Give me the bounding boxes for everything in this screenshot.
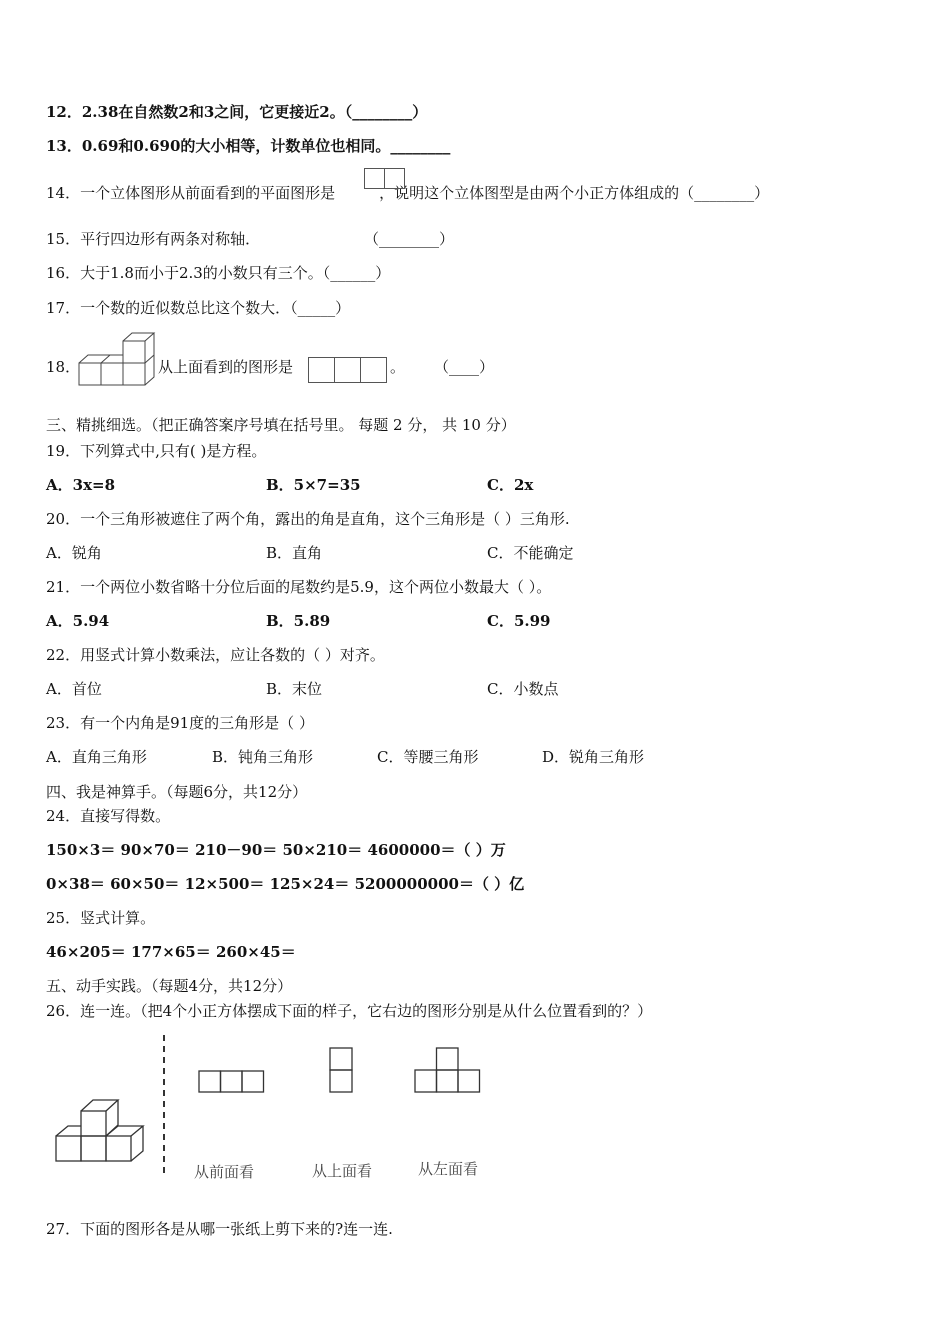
- question-23: 23．有一个内角是91度的三角形是（ ）: [46, 714, 314, 732]
- question-22-option-a: A．首位: [46, 680, 102, 698]
- section-3-heading: 三、精挑细选。（把正确答案序号填在括号里。 每题 2 分， 共 10 分）: [46, 416, 516, 434]
- question-15-answer-blank: （________）: [364, 230, 455, 248]
- question-20: 20．一个三角形被遮住了两个角，露出的角是直角，这个三角形是（ ）三角形.: [46, 510, 570, 528]
- caption-top-view: 从上面看: [312, 1162, 373, 1180]
- section-4-heading: 四、我是神算手。（每题6分，共12分）: [46, 783, 308, 801]
- question-19-option-a: A．3x=8: [46, 476, 116, 494]
- question-14-text-before: 14．一个立体图形从前面看到的平面图形是: [46, 184, 336, 202]
- question-12: 12．2.38在自然数2和3之间，它更接近2。（________）: [46, 103, 428, 121]
- question-14-text-after: ，说明这个立体图型是由两个小正方体组成的（________）: [379, 184, 770, 202]
- question-17: 17．一个数的近似数总比这个数大．（_____）: [46, 299, 351, 317]
- left-view-figure: [414, 1047, 482, 1093]
- front-view-figure: [198, 1070, 266, 1094]
- question-19-option-c: C．2x: [487, 476, 534, 494]
- question-25: 25．竖式计算。: [46, 909, 156, 927]
- question-23-option-b: B．钝角三角形: [212, 748, 314, 766]
- caption-front-view: 从前面看: [194, 1163, 255, 1181]
- question-22: 22．用竖式计算小数乘法，应让各数的（ ）对齐。: [46, 646, 385, 664]
- question-18-period: 。: [390, 358, 406, 376]
- question-22-option-c: C．小数点: [487, 680, 559, 698]
- stacked-cubes-figure: [78, 329, 158, 387]
- top-view-figure: [329, 1047, 354, 1093]
- two-square-front-view-icon: [364, 168, 406, 190]
- question-27: 27．下面的图形各是从哪一张纸上剪下来的?连一连.: [46, 1220, 393, 1238]
- question-25-row: 46×205＝ 177×65＝ 260×45＝: [46, 943, 296, 961]
- question-20-option-b: B．直角: [266, 544, 323, 562]
- question-23-option-c: C．等腰三角形: [377, 748, 479, 766]
- question-24: 24．直接写得数。: [46, 807, 171, 825]
- dashed-divider: [160, 1035, 168, 1180]
- question-20-option-a: A．锐角: [46, 544, 102, 562]
- question-21-option-b: B．5.89: [266, 612, 331, 630]
- question-19-option-b: B．5×7=35: [266, 476, 361, 494]
- caption-left-view: 从左面看: [418, 1160, 479, 1178]
- question-16: 16．大于1.8而小于2.3的小数只有三个。（______）: [46, 264, 391, 282]
- question-14: [46, 183, 769, 203]
- question-23-option-d: D．锐角三角形: [542, 748, 645, 766]
- question-21-option-a: A．5.94: [46, 612, 110, 630]
- four-cube-structure-figure: [54, 1094, 150, 1164]
- question-21: 21．一个两位小数省略十分位后面的尾数约是5.9，这个两位小数最大（ ）。: [46, 578, 552, 596]
- question-24-row-1: 150×3＝ 90×70＝ 210－90＝ 50×210＝ 4600000＝（ ）万: [46, 841, 506, 859]
- question-13: 13．0.69和0.690的大小相等，计数单位也相同。________: [46, 137, 451, 155]
- question-22-option-b: B．末位: [266, 680, 323, 698]
- question-24-row-2: 0×38＝ 60×50＝ 12×500＝ 125×24＝ 5200000000＝（ ）亿: [46, 875, 525, 893]
- question-21-option-c: C．5.99: [487, 612, 551, 630]
- question-19: 19．下列算式中,只有( )是方程。: [46, 442, 267, 460]
- three-square-top-view-icon: [308, 357, 388, 383]
- question-18-number: 18．: [46, 358, 81, 376]
- question-26: 26．连一连。（把4个小正方体摆成下面的样子，它右边的图形分别是从什么位置看到的？）: [46, 1002, 653, 1020]
- question-20-option-c: C．不能确定: [487, 544, 574, 562]
- question-18-text: 从上面看到的图形是: [158, 358, 294, 376]
- section-5-heading: 五、动手实践。（每题4分，共12分）: [46, 977, 293, 995]
- question-15: 15．平行四边形有两条对称轴．: [46, 230, 261, 248]
- question-18-answer-blank: （____）: [434, 358, 495, 376]
- question-23-option-a: A．直角三角形: [46, 748, 147, 766]
